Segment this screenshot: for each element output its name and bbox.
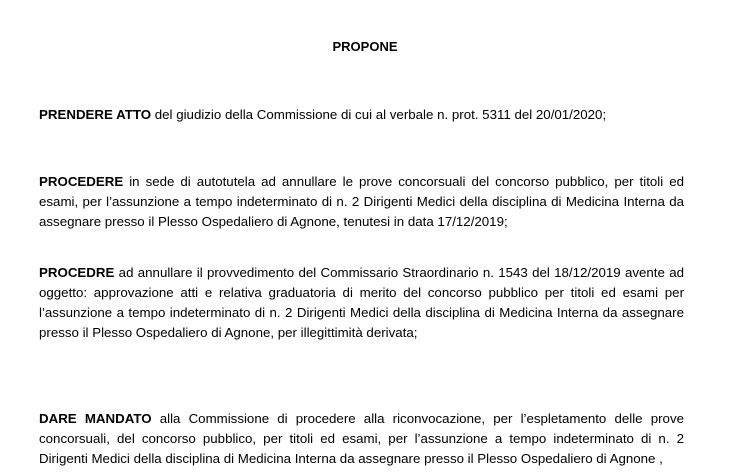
paragraph-lead: DARE MANDATO (39, 411, 152, 426)
paragraph-text: ad annullare il provvedimento del Commissario Straordinario n. 1543 del 18/12/2019 avente ad oggetto: approvazione atti e relativa graduatoria di merito del concorso pubblico per titoli ed esami per l’assunzione a tempo indeterminato di n. 2 Dirigenti Medici della disciplina di Medicina Interna da assegnare presso il Plesso Ospedaliero di Agnone, per illegittimità derivata; (39, 265, 684, 340)
paragraph-prendere-atto (39, 105, 684, 125)
paragraph-dare-mandato (39, 409, 684, 469)
paragraph-text: alla Commissione di procedere alla riconvocazione, per l’espletamento delle prove concorsuali, del concorso pubblico, per titoli ed esami, per l’assunzione a tempo indeterminato di n. 2 Dirigenti Medici della disciplina di Medicina Interna da assegnare presso il Plesso Ospedaliero di Agnone , (39, 411, 684, 466)
paragraph-lead: PROCEDERE (39, 174, 124, 189)
paragraph-procedere (39, 172, 684, 232)
section-heading: PROPONE (332, 39, 398, 54)
paragraph-procedre (39, 263, 684, 343)
paragraph-lead: PRENDERE ATTO (39, 107, 152, 122)
paragraph-text: del giudizio della Commissione di cui al verbale n. prot. 5311 del 20/01/2020; (151, 107, 607, 122)
paragraph-text: in sede di autotutela ad annullare le prove concorsuali del concorso pubblico, per titoli ed esami, per l’assunzione a tempo indeterminato di n. 2 Dirigenti Medici della disciplina di Medicina Interna da assegnare presso il Plesso Ospedaliero di Agnone, tenutesi in data 17/12/2019; (39, 174, 684, 229)
paragraph-lead: PROCEDRE (39, 265, 115, 280)
